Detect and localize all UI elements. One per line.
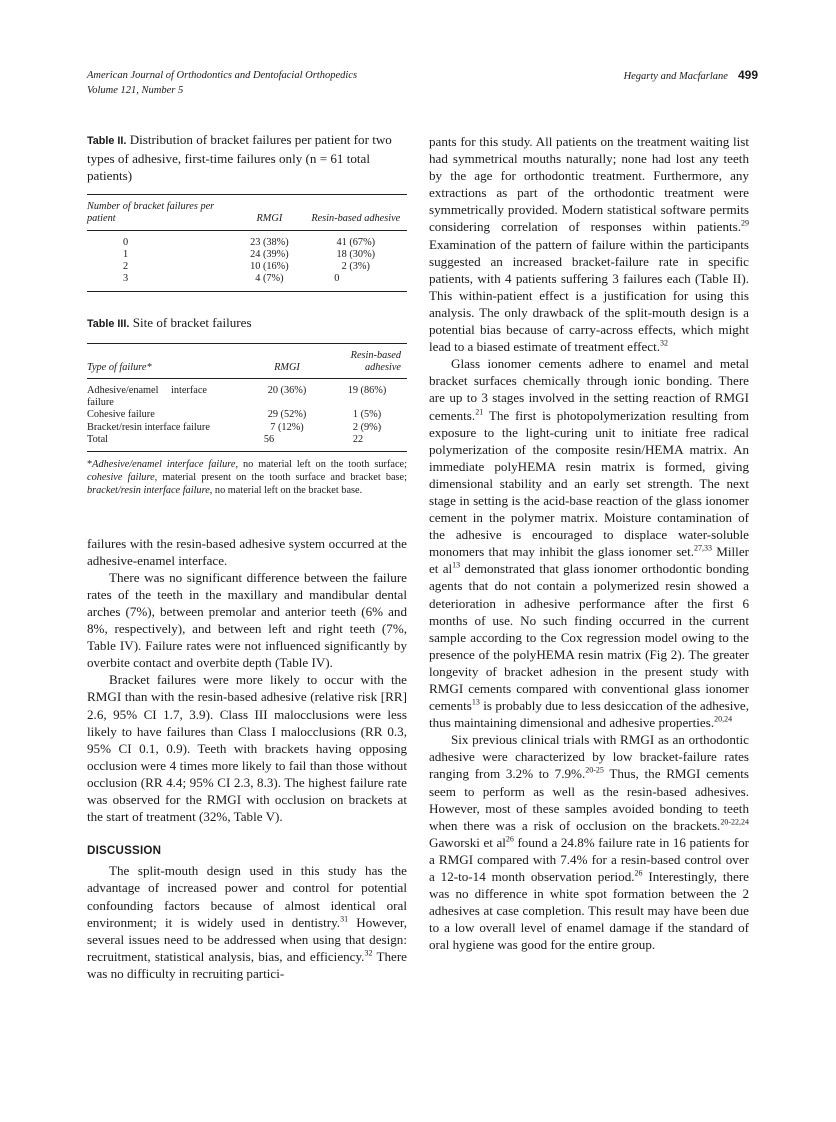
right-column [429, 133, 749, 954]
citation: 32 [364, 948, 373, 958]
volume-issue: Volume 121, Number 5 [87, 85, 184, 96]
citation: 13 [452, 560, 461, 570]
section-heading: DISCUSSION [87, 844, 162, 858]
table-2-grid [87, 194, 407, 291]
left-column [87, 131, 407, 982]
table-3-label: Table III. [87, 317, 130, 330]
table-row: Bracket/resin interface failure 7 (12%) 2 (9%) [87, 421, 382, 433]
paragraph: pants for this study. All patients on the treatment waiting list had symmetrical mouths naturally; none had lost any teeth by the age for orthodontic treatment. Furthermore, any extractions as part of the orthodontic treatment were symmetrically provided. Modern statistical software permits considering correlation of responses within patients.$^{29}$ Examination of the pattern of failure within the participants suggested an increased bracket-failure rate in specific patients, with 4 patients suffering 3 failures each (Table II). This within-patient effect is a justification for using this analysis. The only drawback of the split-mouth design is a potential bias because of carry-across effects, which might lead to a biased estimate of treatment effect.$^{32}$ [429, 134, 749, 355]
paragraph: Six previous clinical trials with RMGI as an orthodontic adhesive were characterized by low bracket-failure rates ranging from 3.2% to 7.9%.$^{20-25}$ Thus, the RMGI cements seem to perform as well as the resin-based adhesives. However, most of these samples avoided bonding to teeth when there was a risk of occlusion on the brackets.$^{20-22,24}$ Gaworski et $al^{26}$ found a 24.8% failure rate in 16 patients for a RMGI compared with 7.4% for a resin-based control over a 12-to-14 month observation period.$^{26}$ Interestingly, there was no difference in white spot formation between the 2 adhesives at case completion. This result may have been due to a low overall level of enamel damage if the standard of oral hygiene was good for the entire group. [429, 732, 750, 953]
column-header: Type of failure* [87, 361, 152, 373]
citation: 21 [475, 407, 484, 417]
table-3-grid [87, 343, 407, 452]
table-2-caption: Table II. Distribution of bracket failures per patient for two types of adhesive, first-time failures only (n = 61 total patients) [87, 132, 392, 184]
table-2-label: Table II. [87, 135, 127, 147]
table-2 [87, 131, 407, 292]
running-header-left [87, 68, 357, 98]
table-row: 1 24 (39%) 18 (30%) [123, 248, 376, 260]
column-header: RMGI [274, 361, 300, 373]
table-row: 0 23 (38%) 41 (67%) [123, 236, 376, 248]
citation: 20-25 [585, 766, 604, 776]
table-row: Adhesive/enamel interface failure 20 (36%) 19 (86%) [87, 385, 387, 409]
citation: 13 [471, 697, 480, 707]
paragraph: There was no significant difference between the failure rates of the teeth in the maxillary and mandibular dental arches (7%), between premolar and anterior teeth (6% and 8%, respectively), and between left and right teeth (7%, Table IV). Failure rates were not influenced significantly by overbite contact and overbite depth (Table IV). [87, 569, 407, 671]
citation: 31 [340, 914, 349, 924]
table-3-caption: Table III. Site of bracket failures [87, 314, 252, 330]
column-header: Resin-based adhesive [350, 349, 401, 373]
running-header-right [624, 68, 758, 84]
paragraph: failures with the resin-based adhesive system occurred at the adhesive-enamel interface. [87, 535, 407, 568]
citation: 20-22,24 [720, 817, 749, 827]
citation: 26 [505, 834, 514, 844]
citation: 20,24 [714, 714, 733, 724]
column-header: RMGI [256, 213, 283, 225]
paragraph: Bracket failures were more likely to occur with the RMGI than with the resin-based adhesive (relative risk [RR] 2.6, 95% CI 1.7, 3.9). Class III malocclusions were less likely to have failures than Class I malocclusions (RR 0.3, 95% CI 0.1, 0.9). Teeth with brackets having opposing occlusion were 4 times more likely to fail than those without occlusion (RR 4.4; 95% CI 2.3, 8.3). The highest failure rate was observed for the RMGI with occlusion on brackets at the start of treatment (32%, Table V). [87, 672, 407, 825]
paragraph: The split-mouth design used in this study has the advantage of increased power and control for potential confounding factors because of almost identical oral environment; it is widely used in dentistry.$^{31}$ However, several issues need to be addressed when using that design: recruitment, statistical analysis, bias, and efficiency.$^{32}$ There was no difficulty in recruiting partici- [87, 863, 407, 981]
table-row: Cohesive failure 29 (52%) 1 (5%) [87, 409, 382, 421]
column-header: Number of bracket failures per patient [87, 201, 215, 225]
table-3-footnote: *Adhesive/enamel interface failure, no material left on the tooth surface; cohesive failure, material present on the tooth surface and bracket base; bracket/resin interface failure, no material left on the bracket base. [87, 459, 407, 497]
table-row: Total 56 22 [87, 434, 407, 452]
citation: 29 [741, 219, 749, 229]
citation: 32 [659, 338, 668, 348]
table-row: 2 10 (16%) 2 (3%) [123, 261, 370, 273]
author-names: Hegarty and Macfarlane [623, 71, 728, 82]
journal-title: American Journal of Orthodontics and Dentofacial Orthopedics [87, 70, 358, 81]
table-row: 3 4 (7%) 0 [87, 273, 407, 291]
column-header: Resin-based adhesive [311, 213, 401, 225]
page-number: 499 [737, 68, 758, 82]
table-3 [87, 314, 407, 498]
paragraph: Glass ionomer cements adhere to enamel and metal bracket surfaces chemically through ionic bonding. There are up to 3 stages involved in the setting reaction of RMGI cements.$^{21}$ The first is photopolymerization resulting from exposure to the light-curing unit to initiate free radical polymerization of the composite resin/HEMA matrix. An immediate polyHEMA resin matrix is formed, giving dimensional stability and an early set strength. The next stage in setting is the acid-base reaction of the glass ionomer cement in the polymer matrix. Moisture contamination of the adhesive is encouraged to displace water-soluble monomers that may inhibit the glass ionomer set.$^{27,33}$ Miller et $al^{13}$ demonstrated that glass ionomer orthodontic bonding agents that do not contain a polymerized resin showed a deterioration in adhesive performance after the first 6 months of use. No such finding occurred in the current sample according to the Cox regression model owing to the presence of the polyHEMA resin matrix (Fig 2). The greater longevity of bracket adhesion in the present study with RMGI cements compared with conventional glass ionomer cements$^{13}$ is probably due to less desiccation of the adhesive, thus maintaining dimensional and adhesive properties.$^{20,24}$ [429, 356, 749, 731]
citation: 26 [634, 868, 643, 878]
citation: 27,33 [694, 543, 713, 553]
body-text-left [87, 535, 407, 982]
